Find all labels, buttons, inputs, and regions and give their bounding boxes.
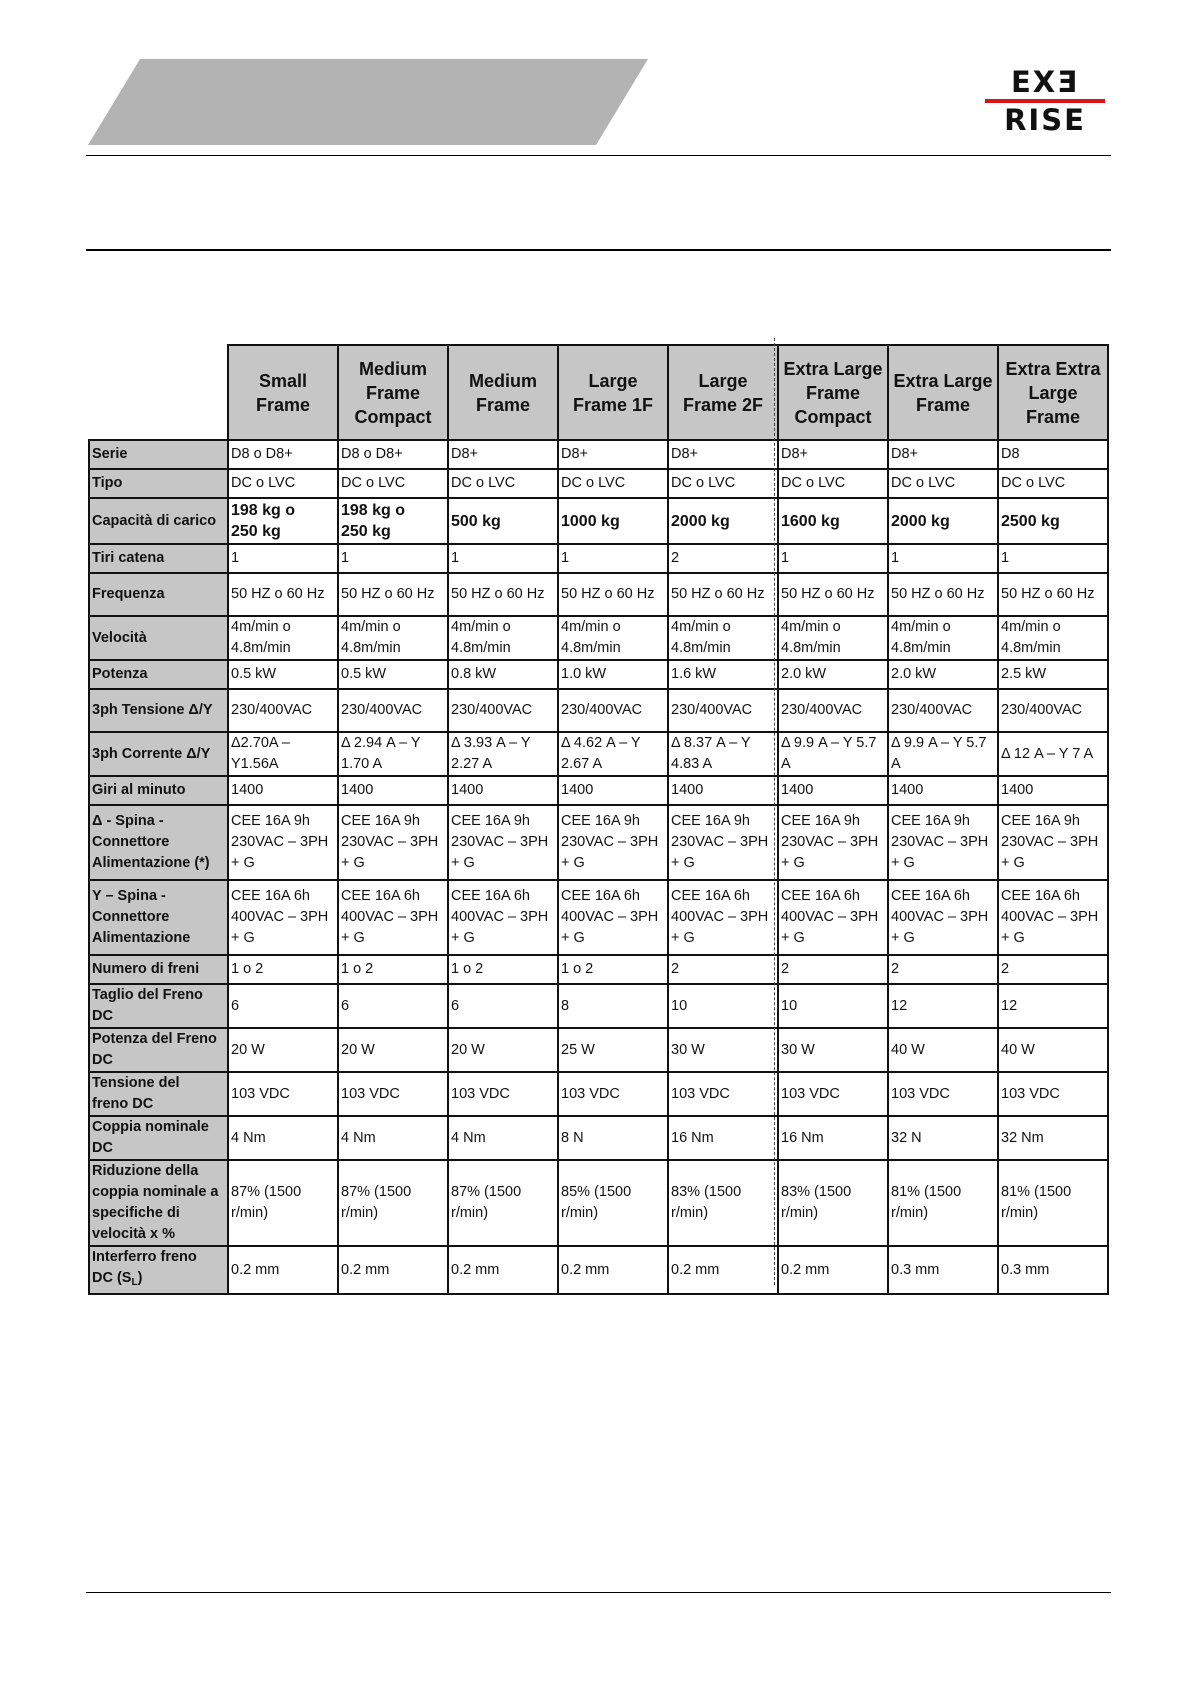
column-header-medium-frame: Medium Frame xyxy=(448,345,558,440)
row-label xyxy=(89,1116,228,1160)
table-cell: 4m/min o 4.8m/min xyxy=(668,616,778,660)
row-label-text: 3ph Tensione Δ/Y xyxy=(92,702,213,718)
table-cell: 0.3 mm xyxy=(888,1246,998,1294)
table-cell: 20 W xyxy=(338,1028,448,1072)
table-cell: DC o LVC xyxy=(338,469,448,498)
table-cell: 1000 kg xyxy=(558,498,668,544)
table-cell: D8 xyxy=(998,440,1108,469)
table-cell: 10 xyxy=(778,984,888,1028)
row-label xyxy=(89,984,228,1028)
table-cell: 1.0 kW xyxy=(558,660,668,689)
table-cell: 2 xyxy=(998,955,1108,984)
table-cell: 230/400VAC xyxy=(998,689,1108,732)
table-cell: DC o LVC xyxy=(558,469,668,498)
table-cell: 4m/min o 4.8m/min xyxy=(338,616,448,660)
table-row xyxy=(89,616,1108,660)
table-cell: 4m/min o 4.8m/min xyxy=(998,616,1108,660)
table-cell: 6 xyxy=(228,984,338,1028)
row-label xyxy=(89,1072,228,1116)
table-cell: DC o LVC xyxy=(778,469,888,498)
table-cell: Δ2.70A – Y1.56A xyxy=(228,732,338,776)
table-cell: 230/400VAC xyxy=(668,689,778,732)
table-cell: 1 xyxy=(228,544,338,573)
row-label xyxy=(89,1028,228,1072)
table-cell: 20 W xyxy=(228,1028,338,1072)
table-cell: 230/400VAC xyxy=(558,689,668,732)
table-cell: 1600 kg xyxy=(778,498,888,544)
table-cell: 1400 xyxy=(778,776,888,805)
row-label-text: Taglio del Freno DC xyxy=(92,987,203,1024)
table-cell: 2000 kg xyxy=(668,498,778,544)
table-cell: 103 VDC xyxy=(888,1072,998,1116)
table-cell: 0.3 mm xyxy=(998,1246,1108,1294)
table-cell: 81% (1500 r/min) xyxy=(998,1160,1108,1246)
column-header-small-frame: Small Frame xyxy=(228,345,338,440)
table-cell: D8+ xyxy=(448,440,558,469)
table-cell: CEE 16A 9h 230VAC – 3PH + G xyxy=(668,805,778,880)
row-label-suffix: ) xyxy=(137,1270,143,1286)
table-row xyxy=(89,544,1108,573)
table-cell: Δ 9.9 A – Y 5.7 A xyxy=(778,732,888,776)
table-cell: 4m/min o 4.8m/min xyxy=(448,616,558,660)
specification-table xyxy=(88,344,1109,1295)
table-cell: CEE 16A 9h 230VAC – 3PH + G xyxy=(998,805,1108,880)
row-label xyxy=(89,955,228,984)
row-label-text: Riduzione della coppia nominale a specifiche di velocità x % xyxy=(92,1163,219,1242)
table-cell: 50 HZ o 60 Hz xyxy=(778,573,888,616)
row-label-text: Tipo xyxy=(92,475,123,491)
table-cell: 1 xyxy=(778,544,888,573)
table-cell: 30 W xyxy=(668,1028,778,1072)
table-cell: D8+ xyxy=(778,440,888,469)
table-cell: 103 VDC xyxy=(558,1072,668,1116)
table-cell: 1 xyxy=(448,544,558,573)
table-row xyxy=(89,1072,1108,1116)
table-cell: 87% (1500 r/min) xyxy=(228,1160,338,1246)
table-cell: D8 o D8+ xyxy=(228,440,338,469)
table-cell: 20 W xyxy=(448,1028,558,1072)
table-cell: DC o LVC xyxy=(448,469,558,498)
header-banner xyxy=(88,59,648,145)
table-cell: 1400 xyxy=(998,776,1108,805)
row-label-text: Δ - Spina - Connettore Alimentazione (*) xyxy=(92,813,210,871)
row-label xyxy=(89,498,228,544)
table-cell: 0.8 kW xyxy=(448,660,558,689)
table-row xyxy=(89,732,1108,776)
table-cell: 81% (1500 r/min) xyxy=(888,1160,998,1246)
table-cell: 500 kg xyxy=(448,498,558,544)
table-cell: 0.5 kW xyxy=(228,660,338,689)
table-row xyxy=(89,955,1108,984)
footer-divider xyxy=(86,1592,1111,1593)
table-cell: 16 Nm xyxy=(778,1116,888,1160)
table-cell: 230/400VAC xyxy=(778,689,888,732)
table-cell: Δ 4.62 A – Y 2.67 A xyxy=(558,732,668,776)
table-cell: 85% (1500 r/min) xyxy=(558,1160,668,1246)
table-cell: 4m/min o 4.8m/min xyxy=(228,616,338,660)
table-cell: 230/400VAC xyxy=(888,689,998,732)
row-label xyxy=(89,544,228,573)
row-label xyxy=(89,805,228,880)
table-cell: 50 HZ o 60 Hz xyxy=(228,573,338,616)
table-cell: CEE 16A 6h 400VAC – 3PH + G xyxy=(998,880,1108,955)
table-cell: 103 VDC xyxy=(448,1072,558,1116)
table-cell: 50 HZ o 60 Hz xyxy=(998,573,1108,616)
table-row xyxy=(89,469,1108,498)
table-row xyxy=(89,880,1108,955)
table-cell: 12 xyxy=(998,984,1108,1028)
table-cell: Δ 2.94 A – Y 1.70 A xyxy=(338,732,448,776)
table-cell: 103 VDC xyxy=(228,1072,338,1116)
table-cell: 0.2 mm xyxy=(448,1246,558,1294)
table-row xyxy=(89,689,1108,732)
table-cell: 230/400VAC xyxy=(338,689,448,732)
table-cell: 230/400VAC xyxy=(228,689,338,732)
table-cell: 50 HZ o 60 Hz xyxy=(888,573,998,616)
table-cell: 103 VDC xyxy=(338,1072,448,1116)
row-label-text: Capacità di carico xyxy=(92,512,217,529)
column-guide-line xyxy=(774,338,775,1285)
row-label-text: Giri al minuto xyxy=(92,782,186,798)
table-cell: 103 VDC xyxy=(998,1072,1108,1116)
table-cell: CEE 16A 9h 230VAC – 3PH + G xyxy=(558,805,668,880)
table-cell: 1.6 kW xyxy=(668,660,778,689)
row-label xyxy=(89,440,228,469)
row-label-text: Serie xyxy=(92,446,128,462)
logo-bottom-text: RISE xyxy=(1004,103,1086,137)
column-header-large-frame-2f: Large Frame 2F xyxy=(668,345,778,440)
table-cell: 1 xyxy=(998,544,1108,573)
table-cell: 10 xyxy=(668,984,778,1028)
table-cell: 1 o 2 xyxy=(228,955,338,984)
table-cell: 1 xyxy=(888,544,998,573)
table-row xyxy=(89,1246,1108,1294)
table-cell: 12 xyxy=(888,984,998,1028)
table-cell: DC o LVC xyxy=(998,469,1108,498)
column-header-large-frame-1f: Large Frame 1F xyxy=(558,345,668,440)
table-cell: 4m/min o 4.8m/min xyxy=(558,616,668,660)
table-cell: 1 o 2 xyxy=(558,955,668,984)
table-cell: 0.2 mm xyxy=(668,1246,778,1294)
table-row xyxy=(89,440,1108,469)
row-label xyxy=(89,616,228,660)
column-header-medium-frame-compact: Medium Frame Compact xyxy=(338,345,448,440)
table-cell: 103 VDC xyxy=(668,1072,778,1116)
table-cell: CEE 16A 6h 400VAC – 3PH + G xyxy=(228,880,338,955)
row-label-text: Coppia nominale DC xyxy=(92,1119,209,1156)
table-cell: D8+ xyxy=(888,440,998,469)
column-header-extra-extra-large-frame: Extra Extra Large Frame xyxy=(998,345,1108,440)
row-label xyxy=(89,732,228,776)
table-cell: 87% (1500 r/min) xyxy=(338,1160,448,1246)
table-row xyxy=(89,498,1108,544)
table-cell: 40 W xyxy=(888,1028,998,1072)
table-cell: 1400 xyxy=(338,776,448,805)
table-header-row xyxy=(89,345,1108,440)
row-label-text: Tensione del freno DC xyxy=(92,1075,180,1112)
table-cell: 1400 xyxy=(668,776,778,805)
table-cell: CEE 16A 6h 400VAC – 3PH + G xyxy=(558,880,668,955)
table-cell: CEE 16A 6h 400VAC – 3PH + G xyxy=(888,880,998,955)
table-cell: CEE 16A 6h 400VAC – 3PH + G xyxy=(668,880,778,955)
table-cell: 103 VDC xyxy=(778,1072,888,1116)
table-cell: 2 xyxy=(888,955,998,984)
table-cell: 0.2 mm xyxy=(338,1246,448,1294)
table-cell: 1 xyxy=(338,544,448,573)
table-cell: 1400 xyxy=(558,776,668,805)
table-cell: 8 N xyxy=(558,1116,668,1160)
table-cell: 50 HZ o 60 Hz xyxy=(668,573,778,616)
table-row xyxy=(89,776,1108,805)
table-cell: 2 xyxy=(778,955,888,984)
row-label-text: Numero di freni xyxy=(92,961,200,977)
row-label xyxy=(89,776,228,805)
table-cell: 198 kg o 250 kg xyxy=(228,498,338,544)
table-cell: CEE 16A 6h 400VAC – 3PH + G xyxy=(448,880,558,955)
table-cell: CEE 16A 9h 230VAC – 3PH + G xyxy=(338,805,448,880)
table-cell: 2000 kg xyxy=(888,498,998,544)
table-row xyxy=(89,984,1108,1028)
row-label-text: Velocità xyxy=(92,629,147,646)
table-cell: 198 kg o 250 kg xyxy=(338,498,448,544)
table-cell: Δ 12 A – Y 7 A xyxy=(998,732,1108,776)
table-cell: CEE 16A 6h 400VAC – 3PH + G xyxy=(778,880,888,955)
table-cell: 2 xyxy=(668,544,778,573)
table-cell: 1400 xyxy=(888,776,998,805)
table-body xyxy=(89,440,1108,1294)
table-cell: 50 HZ o 60 Hz xyxy=(338,573,448,616)
table-cell: 40 W xyxy=(998,1028,1108,1072)
row-label xyxy=(89,1160,228,1246)
table-cell: D8 o D8+ xyxy=(338,440,448,469)
table-row xyxy=(89,1028,1108,1072)
row-label-text: 3ph Corrente Δ/Y xyxy=(92,745,211,762)
row-label-text: Potenza del Freno DC xyxy=(92,1031,217,1068)
table-cell: 0.5 kW xyxy=(338,660,448,689)
table-cell: 4m/min o 4.8m/min xyxy=(778,616,888,660)
row-label xyxy=(89,469,228,498)
table-cell: CEE 16A 9h 230VAC – 3PH + G xyxy=(448,805,558,880)
logo-top-text: EXƎ xyxy=(1011,65,1079,99)
table-cell: D8+ xyxy=(558,440,668,469)
row-label-subscript: L xyxy=(131,1277,138,1288)
title-divider xyxy=(86,249,1111,251)
table-cell: DC o LVC xyxy=(668,469,778,498)
column-header-extra-large-frame-compact: Extra Large Frame Compact xyxy=(778,345,888,440)
table-cell: 16 Nm xyxy=(668,1116,778,1160)
table-cell: Δ 9.9 A – Y 5.7 A xyxy=(888,732,998,776)
table-cell: 0.2 mm xyxy=(778,1246,888,1294)
header-divider xyxy=(86,155,1111,156)
table-cell: 83% (1500 r/min) xyxy=(668,1160,778,1246)
table-cell: 4 Nm xyxy=(448,1116,558,1160)
table-row xyxy=(89,1116,1108,1160)
row-label-text: Frequenza xyxy=(92,586,165,602)
table-cell: D8+ xyxy=(668,440,778,469)
table-cell: 50 HZ o 60 Hz xyxy=(558,573,668,616)
table-cell: 1 xyxy=(558,544,668,573)
table-cell: 1400 xyxy=(228,776,338,805)
table-cell: 0.2 mm xyxy=(228,1246,338,1294)
table-cell: 32 Nm xyxy=(998,1116,1108,1160)
table-cell: 2.0 kW xyxy=(778,660,888,689)
row-label xyxy=(89,689,228,732)
table-cell: 32 N xyxy=(888,1116,998,1160)
table-cell: 4m/min o 4.8m/min xyxy=(888,616,998,660)
table-row xyxy=(89,660,1108,689)
table-cell: 6 xyxy=(338,984,448,1028)
table-cell: CEE 16A 9h 230VAC – 3PH + G xyxy=(228,805,338,880)
table-cell: Δ 3.93 A – Y 2.27 A xyxy=(448,732,558,776)
row-label-text: Tiri catena xyxy=(92,550,165,566)
table-cell: 2 xyxy=(668,955,778,984)
table-cell: CEE 16A 6h 400VAC – 3PH + G xyxy=(338,880,448,955)
table-cell: 87% (1500 r/min) xyxy=(448,1160,558,1246)
table-cell: 4 Nm xyxy=(228,1116,338,1160)
table-row xyxy=(89,1160,1108,1246)
table-row xyxy=(89,805,1108,880)
row-label xyxy=(89,880,228,955)
table-cell: 2.5 kW xyxy=(998,660,1108,689)
table-corner xyxy=(89,345,228,440)
column-header-extra-large-frame: Extra Large Frame xyxy=(888,345,998,440)
table-cell: DC o LVC xyxy=(228,469,338,498)
table-cell: Δ 8.37 A – Y 4.83 A xyxy=(668,732,778,776)
table-cell: CEE 16A 9h 230VAC – 3PH + G xyxy=(888,805,998,880)
table-cell: 230/400VAC xyxy=(448,689,558,732)
table-cell: 1400 xyxy=(448,776,558,805)
table-cell: 8 xyxy=(558,984,668,1028)
table-cell: 1 o 2 xyxy=(448,955,558,984)
row-label xyxy=(89,1246,228,1294)
row-label-text: Potenza xyxy=(92,666,148,682)
row-label xyxy=(89,573,228,616)
table-cell: 83% (1500 r/min) xyxy=(778,1160,888,1246)
table-cell: 0.2 mm xyxy=(558,1246,668,1294)
table-row xyxy=(89,573,1108,616)
exe-rise-logo xyxy=(985,66,1105,138)
row-label-text: Interferro freno DC (S xyxy=(92,1249,197,1286)
table-cell: CEE 16A 9h 230VAC – 3PH + G xyxy=(778,805,888,880)
table-cell: 25 W xyxy=(558,1028,668,1072)
row-label-text: Y – Spina - Connettore Alimentazione xyxy=(92,888,191,946)
table-cell: 1 o 2 xyxy=(338,955,448,984)
table-cell: 30 W xyxy=(778,1028,888,1072)
table-cell: 6 xyxy=(448,984,558,1028)
table-cell: DC o LVC xyxy=(888,469,998,498)
table-cell: 2500 kg xyxy=(998,498,1108,544)
table-cell: 50 HZ o 60 Hz xyxy=(448,573,558,616)
table-cell: 2.0 kW xyxy=(888,660,998,689)
row-label xyxy=(89,660,228,689)
table-cell: 4 Nm xyxy=(338,1116,448,1160)
